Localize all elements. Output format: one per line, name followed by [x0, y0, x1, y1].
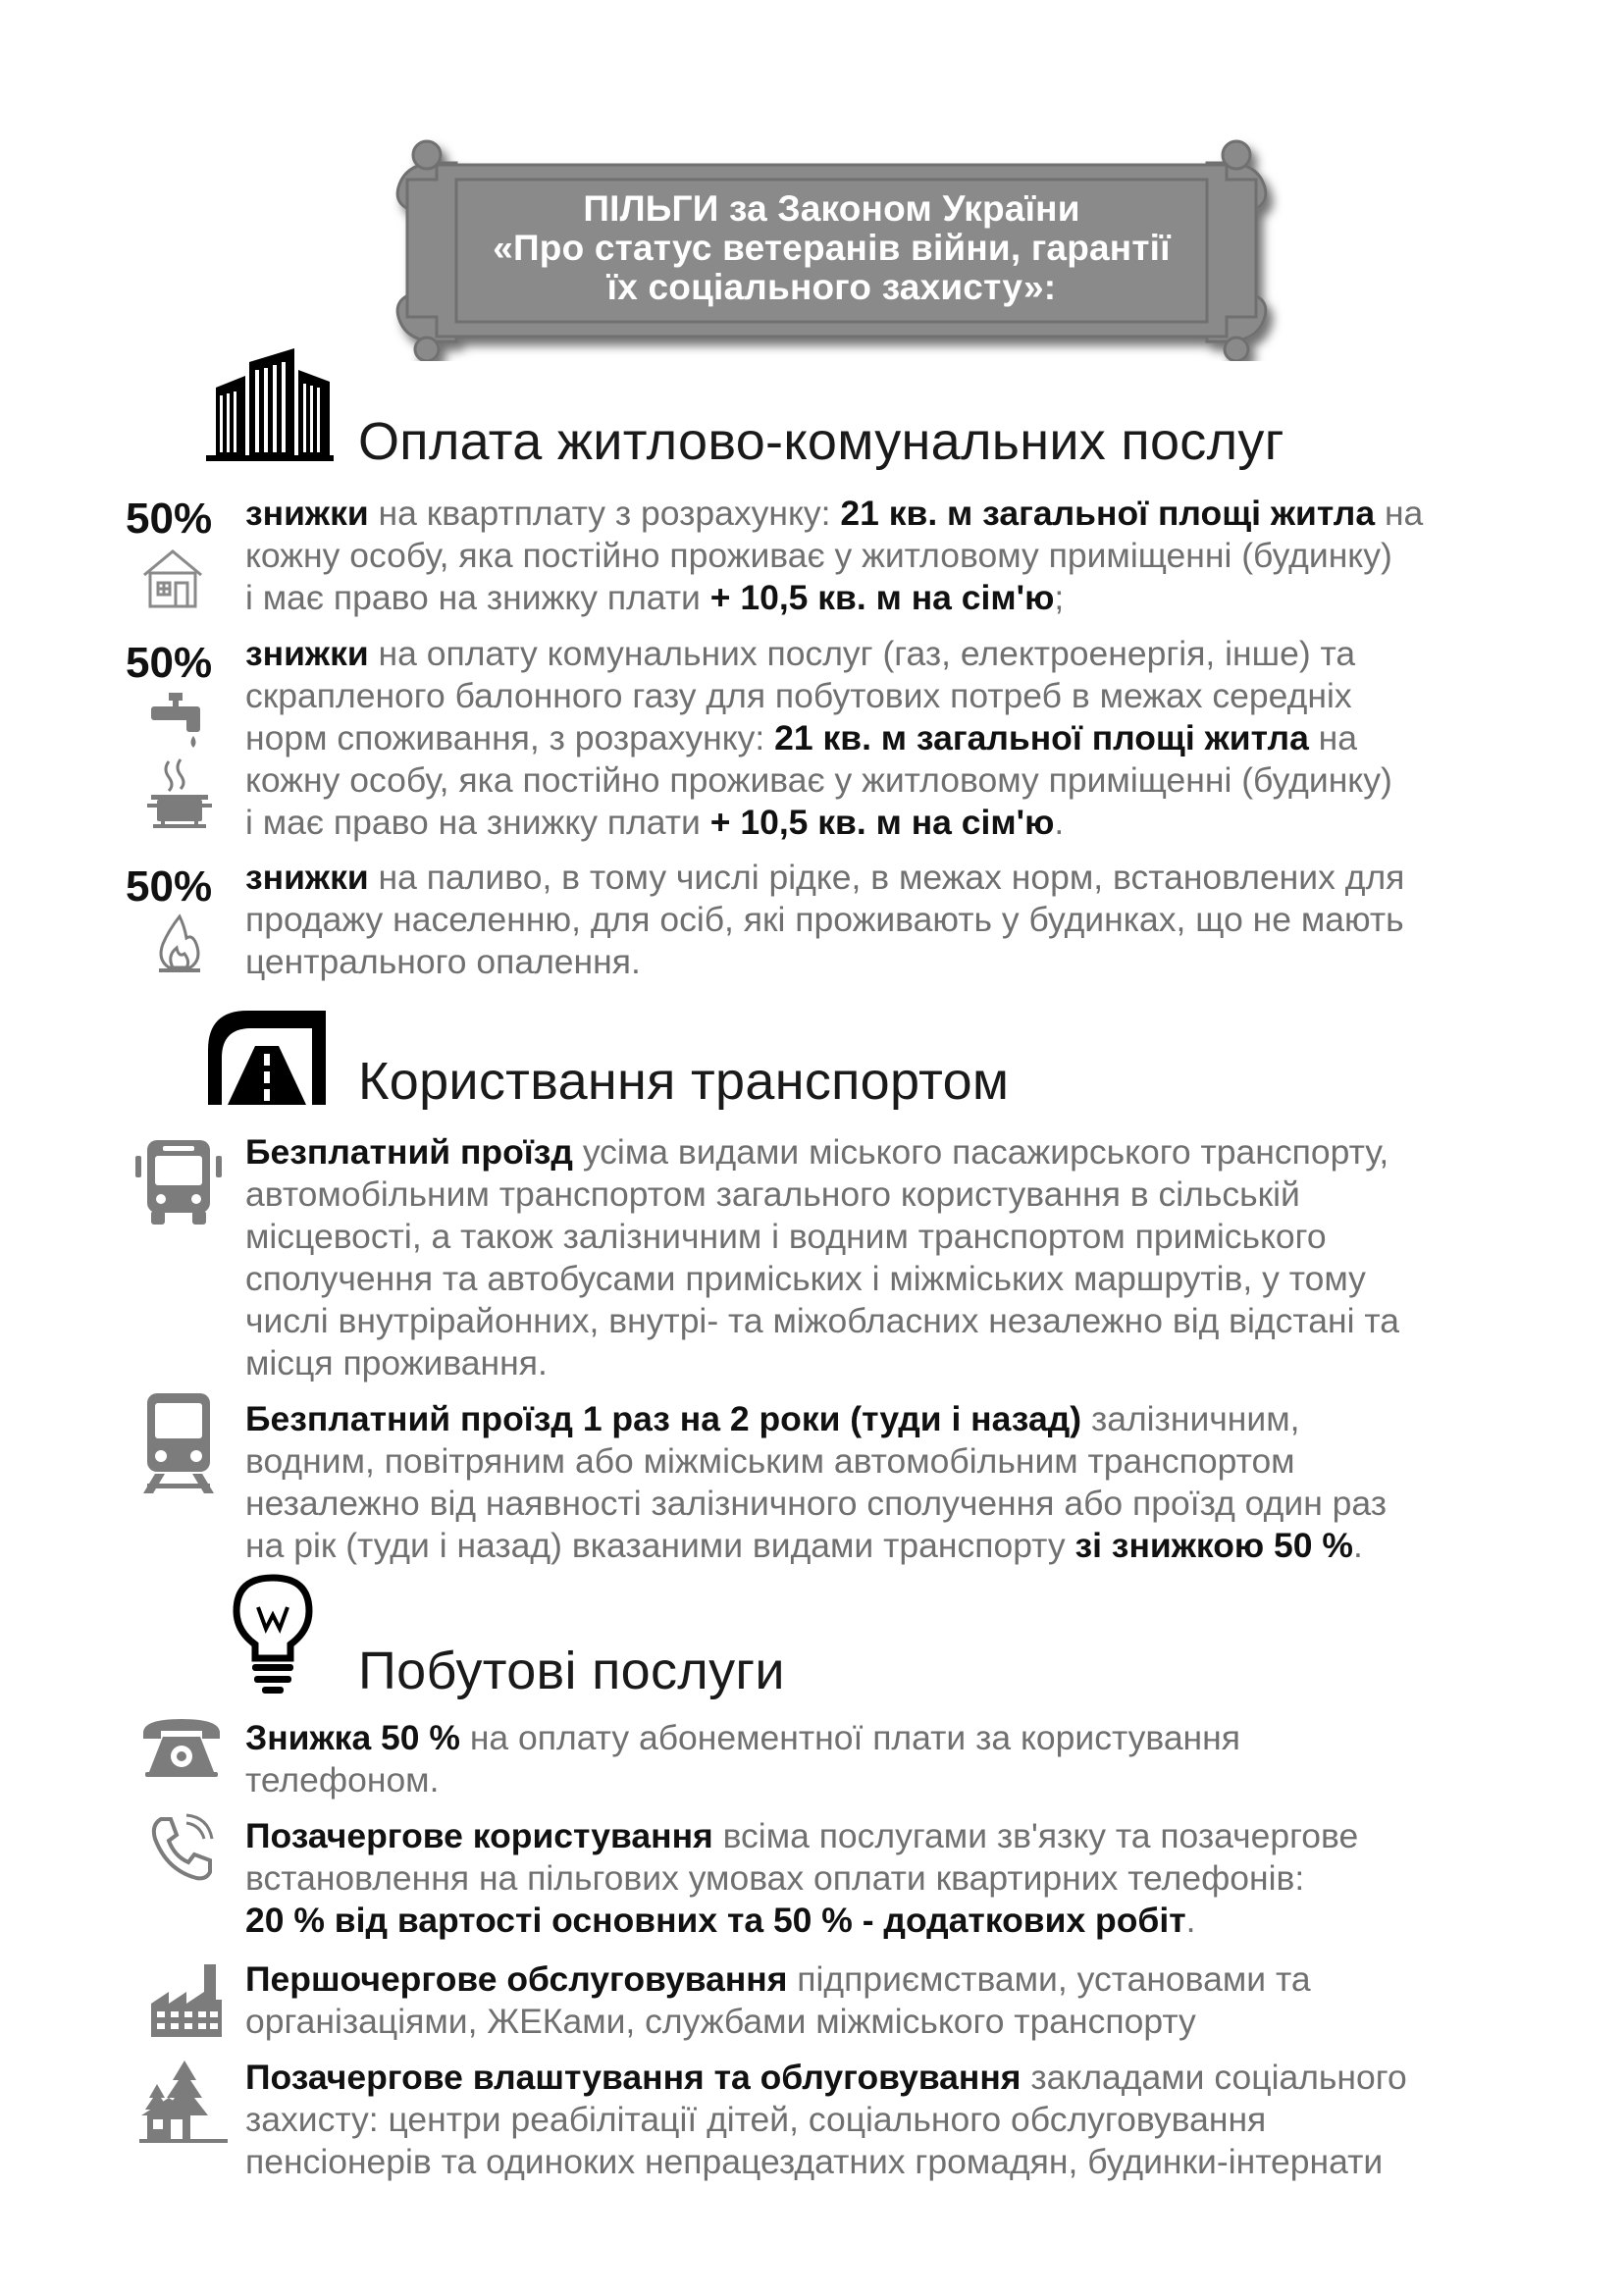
- phone-call-icon: [147, 1813, 216, 1884]
- banner-line-3: їх соціального захисту»:: [606, 267, 1057, 307]
- benefit-line: і має право на знижку плати + 10,5 кв. м на сім'ю;: [245, 578, 1065, 617]
- benefit-utilities: [245, 633, 1531, 844]
- title-banner: [378, 135, 1285, 361]
- benefit-line: незалежно від наявності залізничного сполучення або проїзд один раз: [245, 1484, 1388, 1523]
- house-icon: [140, 548, 205, 608]
- benefit-line: числі внутрірайонних, внутрі- та міжобласних незалежно від відстані та: [245, 1301, 1399, 1340]
- benefit-line: сполучення та автобусами приміських і міжміських маршрутів, у тому: [245, 1259, 1366, 1298]
- section-title-housing: Оплата житлово-комунальних послуг: [358, 412, 1284, 471]
- benefit-line: Знижка 50 % на оплату абонементної плати за користування: [245, 1718, 1240, 1757]
- benefit-line: Безплатний проїзд усіма видами міського пасажирського транспорту,: [245, 1132, 1389, 1172]
- benefit-free-intercity-travel: [245, 1398, 1531, 1567]
- benefit-line: встановлення на пільгових умовах оплати квартирних телефонів:: [245, 1858, 1305, 1898]
- flame-icon: [155, 913, 204, 973]
- benefit-line: і має право на знижку плати + 10,5 кв. м на сім'ю.: [245, 803, 1065, 842]
- telephone-icon: [139, 1715, 224, 1778]
- discount-percent: 50%: [126, 495, 213, 543]
- benefit-priority-communication: [245, 1815, 1531, 1942]
- banner-title: [437, 189, 1227, 307]
- bus-icon: [133, 1138, 224, 1226]
- benefit-free-city-transport: [245, 1131, 1531, 1384]
- discount-percent: 50%: [126, 862, 213, 911]
- benefit-line: норм споживання, з розрахунку: 21 кв. м загальної площі житла на: [245, 718, 1358, 757]
- benefit-line: 20 % від вартості основних та 50 % - додаткових робіт.: [245, 1901, 1196, 1940]
- buildings-icon: [206, 348, 334, 461]
- benefit-rent: [245, 493, 1531, 619]
- light-bulb-icon: [231, 1572, 315, 1695]
- benefit-line: знижки на паливо, в тому числі рідке, в межах норм, встановлених для: [245, 858, 1405, 897]
- benefit-priority-service: [245, 1958, 1531, 2043]
- section-title-household: Побутові послуги: [358, 1642, 785, 1700]
- road-tunnel-icon: [208, 1011, 326, 1105]
- benefit-fuel: [245, 857, 1531, 983]
- benefit-line: автомобільним транспортом загального користування в сільській: [245, 1174, 1300, 1214]
- benefit-line: центрального опалення.: [245, 942, 641, 981]
- benefit-line: кожну особу, яка постійно проживає у житловому приміщенні (будинку): [245, 760, 1392, 800]
- banner-line-2: «Про статус ветеранів війни, гарантії: [493, 228, 1171, 268]
- cooking-pot-icon: [147, 757, 212, 832]
- benefit-line: місця проживання.: [245, 1343, 548, 1382]
- benefit-line: Безплатний проїзд 1 раз на 2 роки (туди і назад) залізничним,: [245, 1399, 1300, 1438]
- section-title-transport: Користвання транспортом: [358, 1052, 1010, 1111]
- train-icon: [139, 1391, 218, 1495]
- benefit-line: пенсіонерів та одиноких непрацездатних громадян, будинки-інтернати: [245, 2142, 1384, 2181]
- banner-line-1: ПІЛЬГИ за Законом України: [583, 188, 1080, 229]
- house-with-trees-icon: [139, 2059, 228, 2143]
- benefit-line: скрапленого балонного газу для побутових потреб в межах середніх: [245, 676, 1352, 715]
- benefit-line: продажу населенню, для осіб, які проживають у будинках, що не мають: [245, 900, 1404, 939]
- discount-percent: 50%: [126, 639, 213, 687]
- benefit-line: на рік (туди і назад) вказаними видами транспорту зі знижкою 50 %.: [245, 1526, 1363, 1565]
- benefit-social-institutions: [245, 2057, 1531, 2183]
- benefit-line: знижки на квартплату з розрахунку: 21 кв. м загальної площі житла на: [245, 494, 1424, 533]
- benefit-line: місцевості, а також залізничним і водним транспортом приміського: [245, 1217, 1327, 1256]
- benefit-line: знижки на оплату комунальних послуг (газ, електроенергія, інше) та: [245, 634, 1356, 673]
- benefit-line: захисту: центри реабілітації дітей, соціального обслуговування: [245, 2100, 1267, 2139]
- benefit-line: Першочергове обслуговування підприємствами, установами та: [245, 1959, 1311, 1999]
- benefit-line: Позачергове користування всіма послугами зв'язку та позачергове: [245, 1816, 1359, 1855]
- benefit-line: водним, повітряним або міжміським автомобільним транспортом: [245, 1441, 1295, 1481]
- benefit-line: кожну особу, яка постійно проживає у житловому приміщенні (будинку): [245, 536, 1392, 575]
- benefit-line: організаціями, ЖЕКами, службами міжміського транспорту: [245, 2002, 1196, 2041]
- water-tap-icon: [147, 689, 210, 750]
- benefit-line: Позачергове влаштування та облуговування закладами соціального: [245, 2058, 1407, 2097]
- benefit-line: телефоном.: [245, 1760, 440, 1799]
- factory-icon: [147, 1962, 226, 2039]
- benefit-phone-discount: [245, 1717, 1531, 1801]
